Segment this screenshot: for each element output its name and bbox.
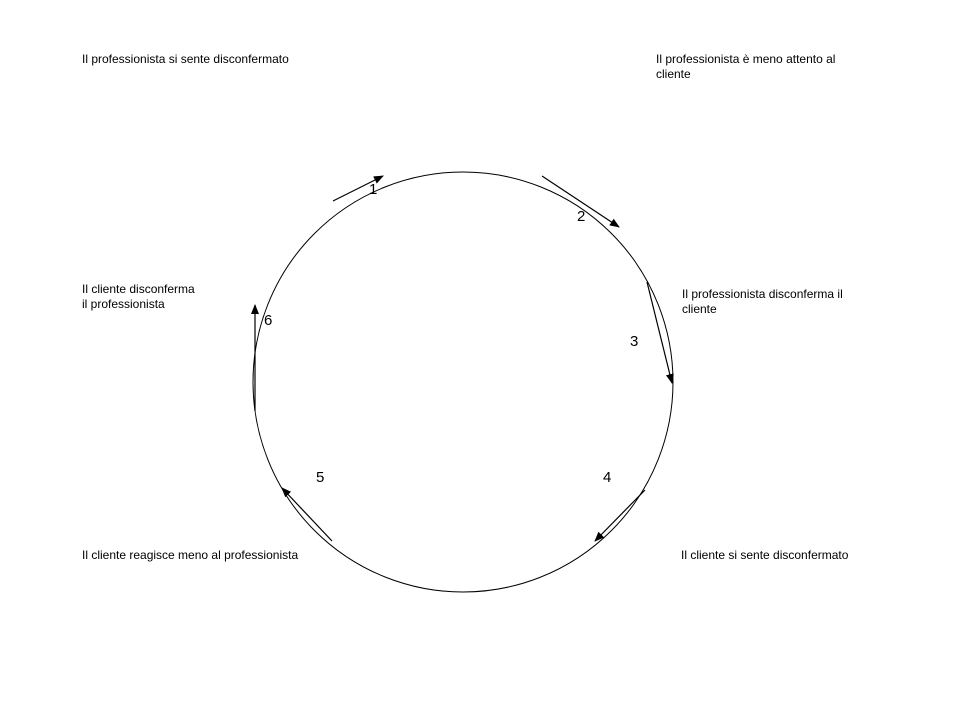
arrow-step-5 xyxy=(282,488,332,541)
caption-client-disconfirms-professional: Il cliente disconferma il professionista xyxy=(82,282,195,311)
arrow-step-3 xyxy=(647,282,672,383)
step-number-1: 1 xyxy=(369,181,378,198)
caption-client-feels-disconfirmed: Il cliente si sente disconfermato xyxy=(681,548,849,562)
caption-professional-disconfirms-client: Il professionista disconferma il cliente xyxy=(682,287,843,316)
arrow-step-4 xyxy=(595,490,645,541)
step-number-5: 5 xyxy=(316,469,325,486)
step-number-4: 4 xyxy=(603,469,612,486)
step-number-2: 2 xyxy=(577,208,586,225)
caption-professional-feels-disconfirmed: Il professionista si sente disconfermato xyxy=(82,52,289,66)
cycle-circle xyxy=(253,172,673,592)
caption-professional-less-attentive: Il professionista è meno attento al cliente xyxy=(656,52,836,81)
caption-client-reacts-less: Il cliente reagisce meno al professionista xyxy=(82,548,299,562)
step-number-6: 6 xyxy=(264,312,273,329)
step-number-3: 3 xyxy=(630,333,639,350)
